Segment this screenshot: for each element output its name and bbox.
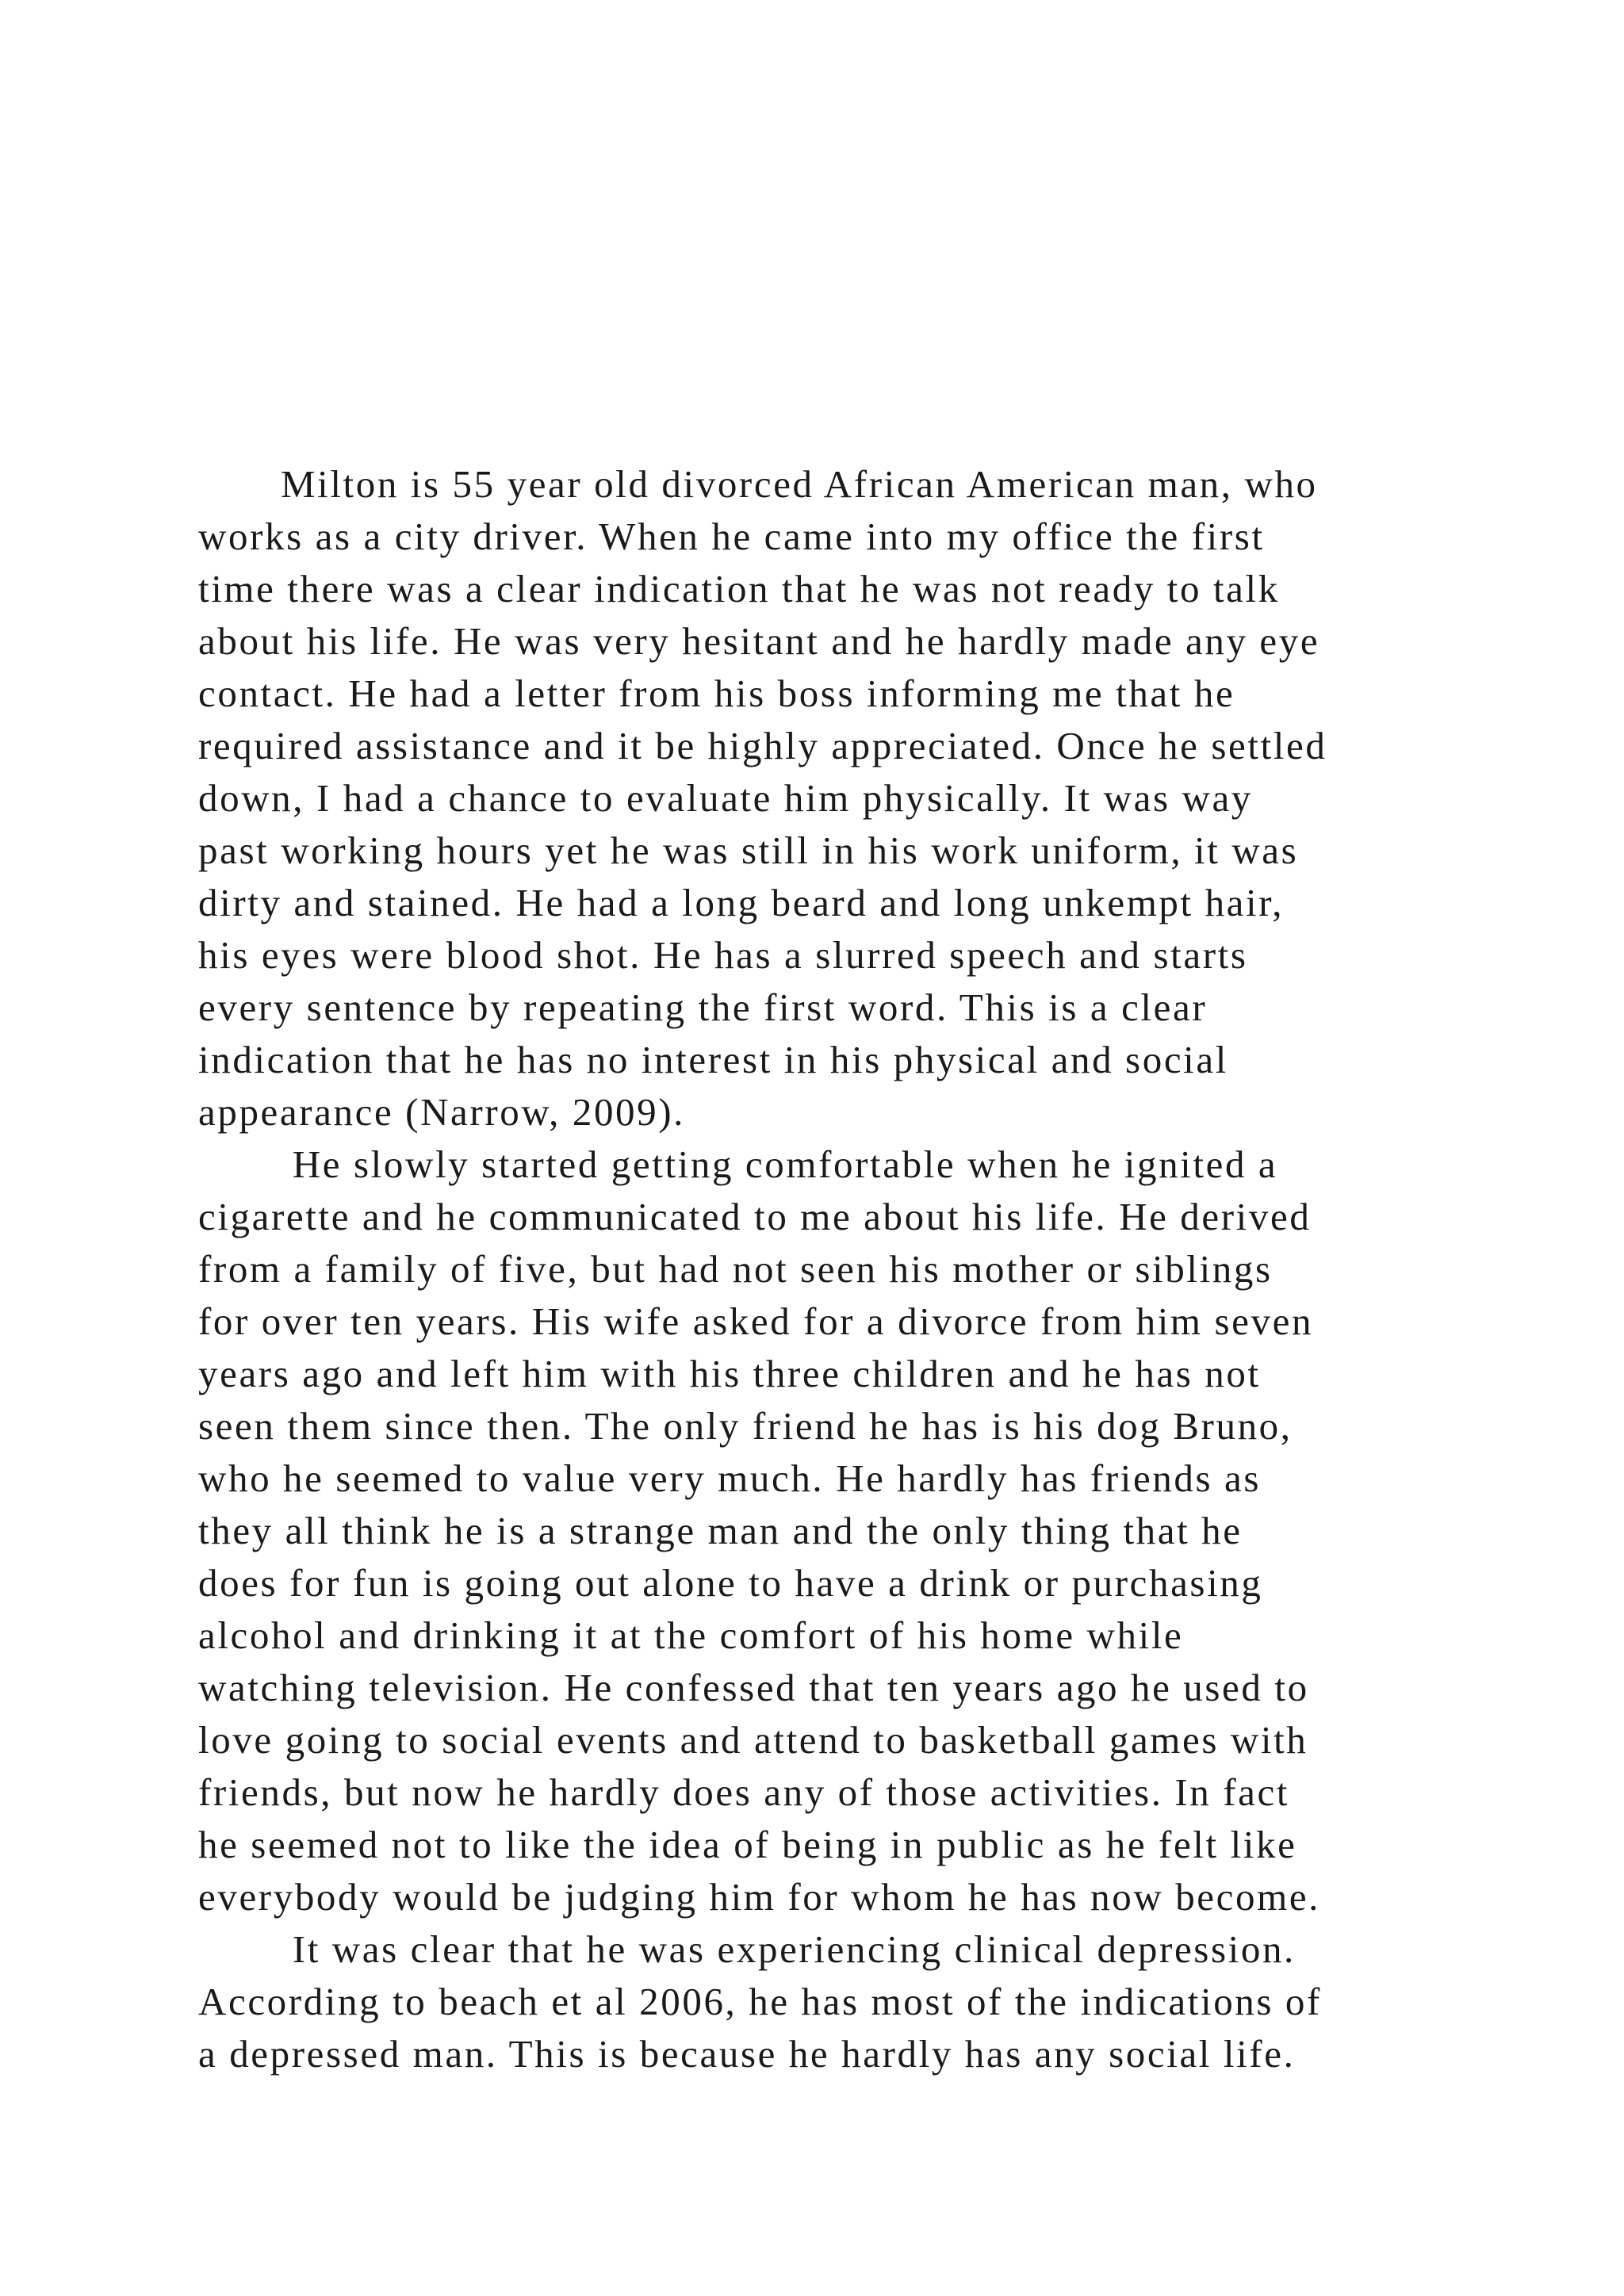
text-line: every sentence by repeating the first word. This is a clear xyxy=(198,985,1208,1029)
text-line: for over ten years. His wife asked for a divorce from him seven xyxy=(198,1299,1314,1343)
paragraph-1 xyxy=(198,458,1499,1138)
text-line: time there was a clear indication that he was not ready to talk xyxy=(198,567,1280,610)
text-line: who he seemed to value very much. He hardly has friends as xyxy=(198,1456,1262,1500)
text-line: According to beach et al 2006, he has most of the indications of xyxy=(198,1980,1322,2023)
text-line: years ago and left him with his three children and he has not xyxy=(198,1352,1261,1395)
paragraph-2 xyxy=(198,1138,1499,1923)
text-line: does for fun is going out alone to have a drink or purchasing xyxy=(198,1561,1263,1605)
document-body xyxy=(198,458,1499,2080)
text-line: seen them since then. The only friend he has is his dog Bruno, xyxy=(198,1404,1293,1448)
text-line: his eyes were blood shot. He has a slurred speech and starts xyxy=(198,933,1248,977)
text-line: he seemed not to like the idea of being in public as he felt like xyxy=(198,1823,1297,1866)
text-line: past working hours yet he was still in his work uniform, it was xyxy=(198,828,1299,872)
text-line: indication that he has no interest in his physical and social xyxy=(198,1038,1228,1081)
text-line: love going to social events and attend to basketball games with xyxy=(198,1718,1308,1762)
text-line: friends, but now he hardly does any of those activities. In fact xyxy=(198,1770,1290,1814)
text-line: alcohol and drinking it at the comfort of his home while xyxy=(198,1613,1184,1657)
text-line: contact. He had a letter from his boss informing me that he xyxy=(198,672,1235,715)
text-line: down, I had a chance to evaluate him physically. It was way xyxy=(198,776,1253,820)
text-line: appearance (Narrow, 2009). xyxy=(198,1090,686,1134)
text-line: cigarette and he communicated to me about his life. He derived xyxy=(198,1195,1312,1238)
text-line: about his life. He was very hesitant and he hardly made any eye xyxy=(198,619,1320,663)
text-line: a depressed man. This is because he hardly has any social life. xyxy=(198,2032,1296,2076)
text-line: It was clear that he was experiencing clinical depression. xyxy=(198,1927,1296,1971)
text-line: works as a city driver. When he came into my office the first xyxy=(198,515,1265,558)
text-line: everybody would be judging him for whom he has now become. xyxy=(198,1875,1321,1919)
paragraph-3 xyxy=(198,1923,1499,2080)
text-line: watching television. He confessed that ten years ago he used to xyxy=(198,1666,1309,1709)
text-line: Milton is 55 year old divorced African American man, who xyxy=(198,462,1318,506)
text-line: dirty and stained. He had a long beard and long unkempt hair, xyxy=(198,881,1285,924)
text-line: required assistance and it be highly appreciated. Once he settled xyxy=(198,724,1327,767)
text-line: He slowly started getting comfortable when he ignited a xyxy=(198,1142,1278,1186)
text-line: from a family of five, but had not seen his mother or siblings xyxy=(198,1247,1273,1291)
text-line: they all think he is a strange man and the only thing that he xyxy=(198,1509,1243,1552)
